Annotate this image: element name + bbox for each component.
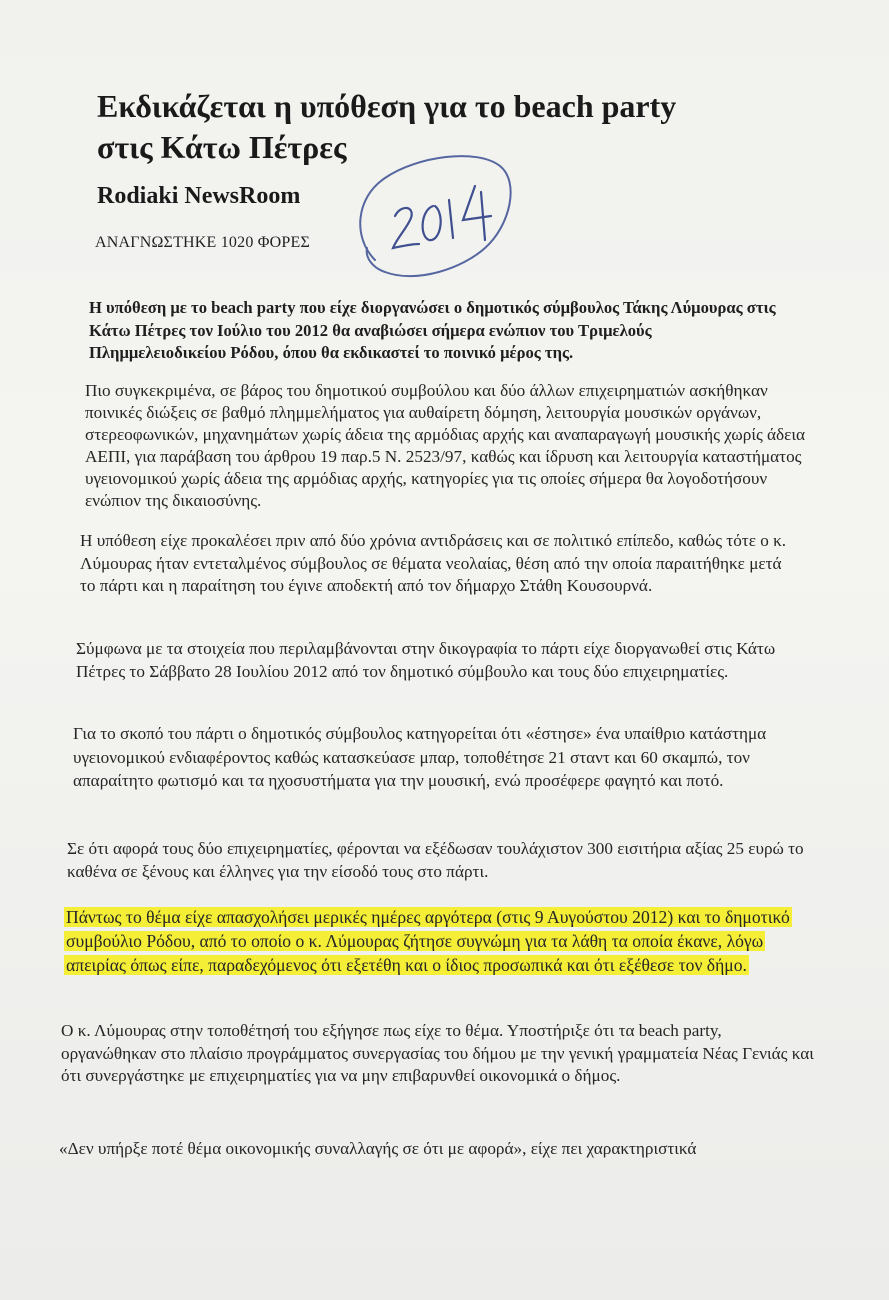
pen-circle-drawing bbox=[345, 148, 515, 288]
headline-line-1: Εκδικάζεται η υπόθεση για το beach party bbox=[97, 88, 677, 124]
article-source: Rodiaki NewsRoom bbox=[97, 183, 301, 209]
handwritten-year-annotation bbox=[345, 148, 515, 288]
article-paragraph: Σύμφωνα με τα στοιχεία που περιλαμβάνονται στην δικογραφία το πάρτι είχε διοργανωθεί στις Κάτω Πέτρες το Σάββατο 28 Ιουλίου 2012 από τον δημοτικό σύμβουλο και τους δύο επιχειρηματίες. bbox=[76, 639, 776, 681]
highlighter-mark: Πάντως το θέμα είχε απασχολήσει μερικές ημέρες αργότερα (στις 9 Αυγούστου 2012) και το δημοτικό συμβούλιο Ρόδου, από το οποίο ο κ. Λύμουρας ζήτησε συγνώμη για τα λάθη τα οποία έκανε, λόγω απειρίας όπως είπε, παραδεχόμενος ότι εξετέθη και ο ίδιος προσωπικά και ότι εξέθεσε τον δήμο. bbox=[66, 907, 790, 975]
article-paragraph: Σε ότι αφορά τους δύο επιχειρηματίες, φέρονται να εξέδωσαν τουλάχιστον 300 εισιτήρια αξίας 25 ευρώ το καθένα σε ξένους και έλληνες για την είσοδό τους στο πάρτι. bbox=[67, 839, 804, 881]
headline-line-2: στις Κάτω Πέτρες bbox=[97, 129, 347, 165]
article-lead: Η υπόθεση με το beach party που είχε διοργανώσει ο δημοτικός σύμβουλος Τάκης Λύμουρας στις Κάτω Πέτρες τον Ιούλιο του 2012 θα αναβιώσει σήμερα ενώπιον του Τριμελούς Πλημμελειοδικείου Ρόδου, όπου θα εκδικαστεί το ποινικό μέρος της. bbox=[89, 298, 776, 362]
article-paragraph: Για το σκοπό του πάρτι ο δημοτικός σύμβουλος κατηγορείται ότι «έστησε» ένα υπαίθριο κατάστημα υγειονομικού ενδιαφέροντος καθώς κατασκεύασε μπαρ, τοποθέτησε 21 σταντ και 60 σκαμπώ, τον απαραίτητο φωτισμό και τα ηχοσυστήματα για την μουσική, ενώ προσέφερε φαγητό και ποτό. bbox=[73, 724, 767, 790]
highlighted-paragraph bbox=[64, 905, 824, 977]
article-paragraph: Πιο συγκεκριμένα, σε βάρος του δημοτικού συμβούλου και δύο άλλων επιχειρηματιών ασκήθηκαν ποινικές διώξεις σε βαθμό πλημμελήματος για αυθαίρετη δόμηση, λειτουργία μουσικών οργάνων, στερεοφωνικών, μηχανημάτων χωρίς άδεια της αρμόδιας αρχής και αναπαραγωγή μουσικής χωρίς άδεια ΑΕΠΙ, για παράβαση του άρθρου 19 παρ.5 Ν. 2523/97, καθώς και ίδρυση και λειτουργία καταστήματος υγειονομικού χωρίς άδεια της αρμόδιας αρχής, κατηγορίες για τις οποίες σήμερα θα λογοδοτήσουν ενώπιον της δικαιοσύνης. bbox=[85, 381, 806, 510]
article-paragraph: Η υπόθεση είχε προκαλέσει πριν από δύο χρόνια αντιδράσεις και σε πολιτικό επίπεδο, καθώς τότε ο κ. Λύμουρας ήταν εντεταλμένος σύμβουλος σε θέματα νεολαίας, θέση από την οποία παραιτήθηκε μετά το πάρτι και η παραίτηση του έγινε αποδεκτή από τον δήμαρχο Στάθη Κουσουρνά. bbox=[80, 531, 787, 595]
article-paragraph: «Δεν υπήρξε ποτέ θέμα οικονομικής συναλλαγής σε ότι με αφορά», είχε πει χαρακτηριστικά bbox=[59, 1139, 697, 1158]
read-count: ΑΝΑΓΝΩΣΤΗΚΕ 1020 ΦΟΡΕΣ bbox=[95, 234, 310, 251]
article-paragraph: Ο κ. Λύμουρας στην τοποθέτησή του εξήγησε πως είχε το θέμα. Υποστήριξε ότι τα beach party, οργανώθηκαν στο πλαίσιο προγράμματος συνεργασίας του δήμου με την γενική γραμματεία Νέας Γενιάς και ότι συνεργάστηκε με επιχειρηματίες για να μην επιβαρυνθεί οικονομικά ο δήμος. bbox=[61, 1021, 814, 1085]
